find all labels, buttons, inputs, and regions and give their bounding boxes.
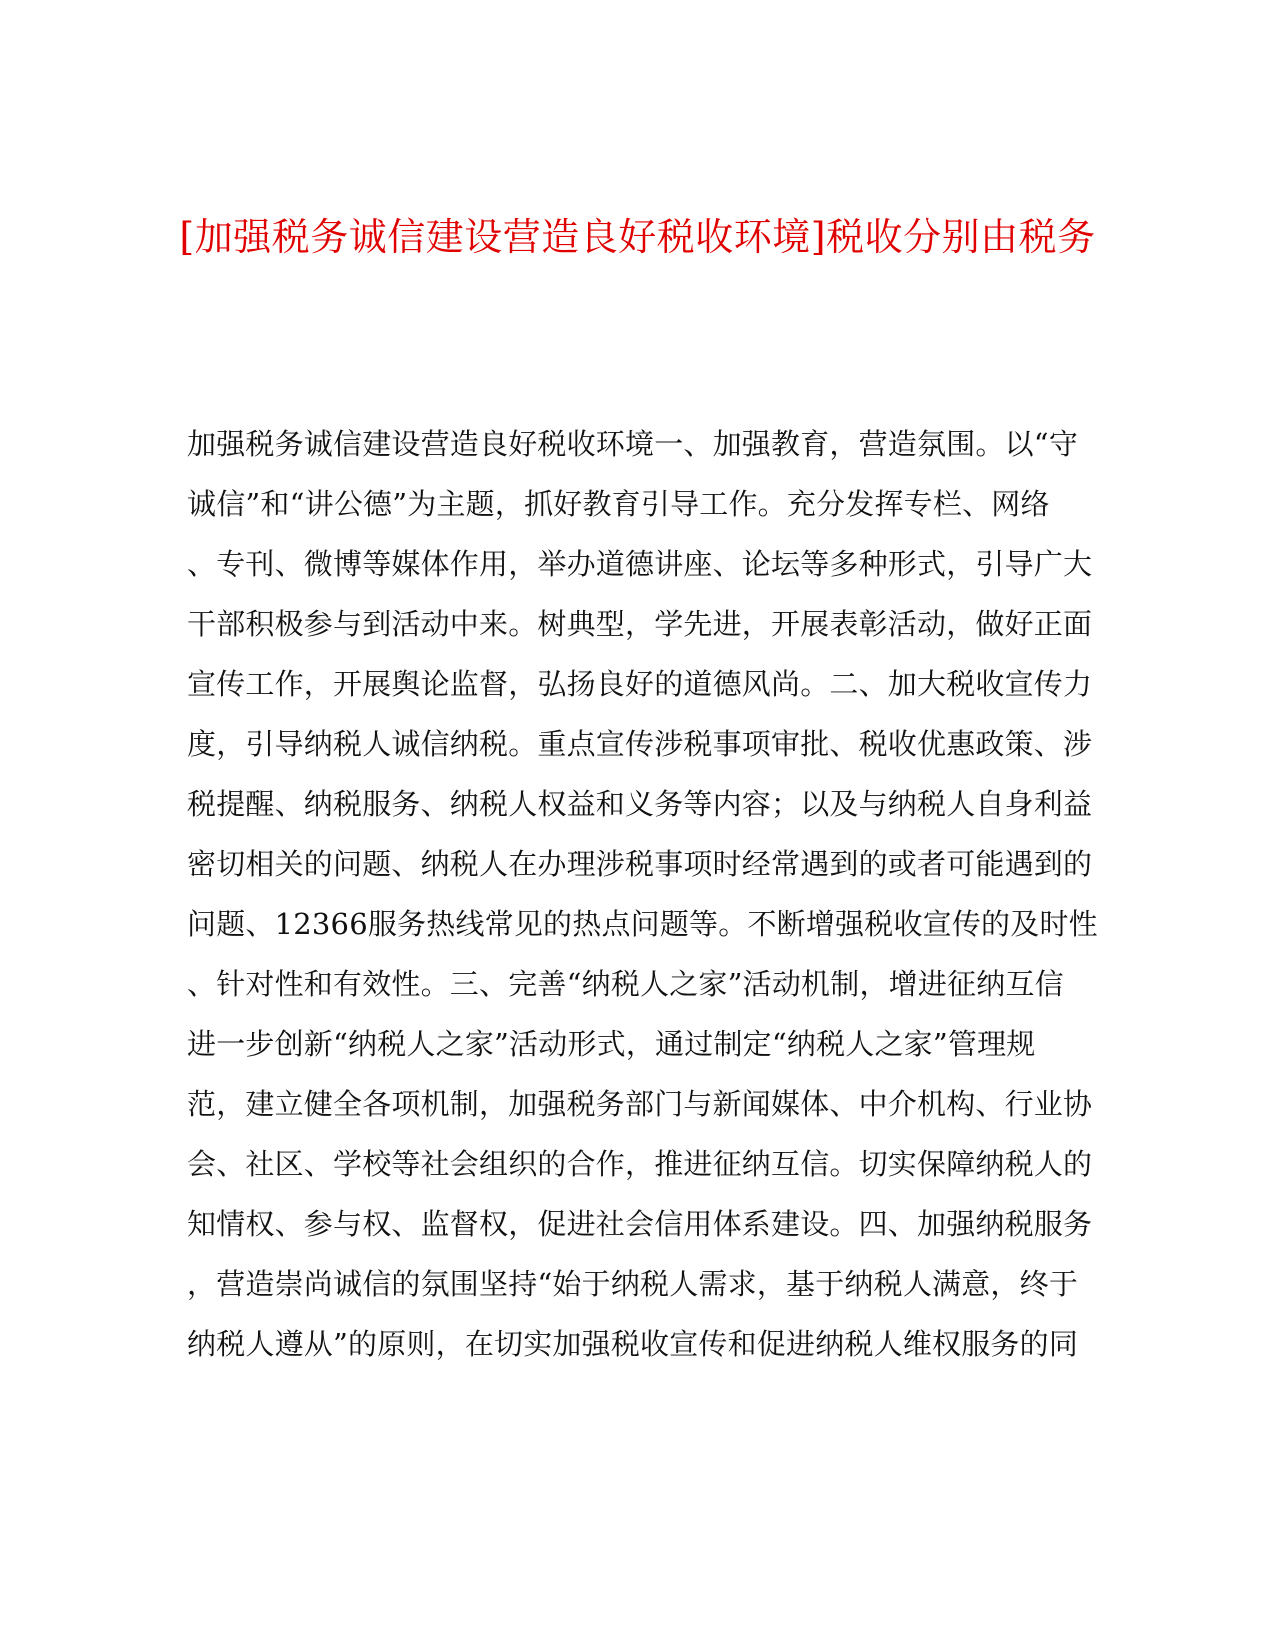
body-line: 诚信”和“讲公德”为主题，抓好教育引导工作。充分发挥专栏、网络 (187, 487, 1050, 521)
body-line: 知情权、参与权、监督权，促进社会信用体系建设。四、加强纳税服务 (187, 1207, 1093, 1241)
body-line: 税提醒、纳税服务、纳税人权益和义务等内容；以及与纳税人自身利益 (187, 787, 1093, 821)
body-line: 加强税务诚信建设营造良好税收环境一、加强教育，营造氛围。以“守 (187, 427, 1079, 461)
body-line: 范，建立健全各项机制，加强税务部门与新闻媒体、中介机构、行业协 (187, 1087, 1093, 1121)
body-line: 干部积极参与到活动中来。树典型，学先进，开展表彰活动，做好正面 (187, 607, 1093, 641)
body-line: ，营造崇尚诚信的氛围坚持“始于纳税人需求，基于纳税人满意，终于 (187, 1267, 1079, 1301)
body-line: 密切相关的问题、纳税人在办理涉税事项时经常遇到的或者可能遇到的 (187, 847, 1093, 881)
document-body (187, 414, 1098, 1374)
body-line: 度，引导纳税人诚信纳税。重点宣传涉税事项审批、税收优惠政策、涉 (187, 727, 1093, 761)
body-line: 、针对性和有效性。三、完善“纳税人之家”活动机制，增进征纳互信 (187, 967, 1064, 1001)
body-line: 进一步创新“纳税人之家”活动形式，通过制定“纳税人之家”管理规 (187, 1027, 1036, 1061)
document-title: [加强税务诚信建设营造良好税收环境]税收分别由税务 (179, 215, 1096, 259)
body-line: 问题、12366服务热线常见的热点问题等。不断增强税收宣传的及时性 (187, 907, 1098, 941)
body-line: 纳税人遵从”的原则，在切实加强税收宣传和促进纳税人维权服务的同 (187, 1327, 1079, 1361)
body-line: 、专刊、微博等媒体作用，举办道德讲座、论坛等多种形式，引导广大 (187, 547, 1093, 581)
body-line: 会、社区、学校等社会组织的合作，推进征纳互信。切实保障纳税人的 (187, 1147, 1093, 1181)
body-line: 宣传工作，开展舆论监督，弘扬良好的道德风尚。二、加大税收宣传力 (187, 667, 1093, 701)
